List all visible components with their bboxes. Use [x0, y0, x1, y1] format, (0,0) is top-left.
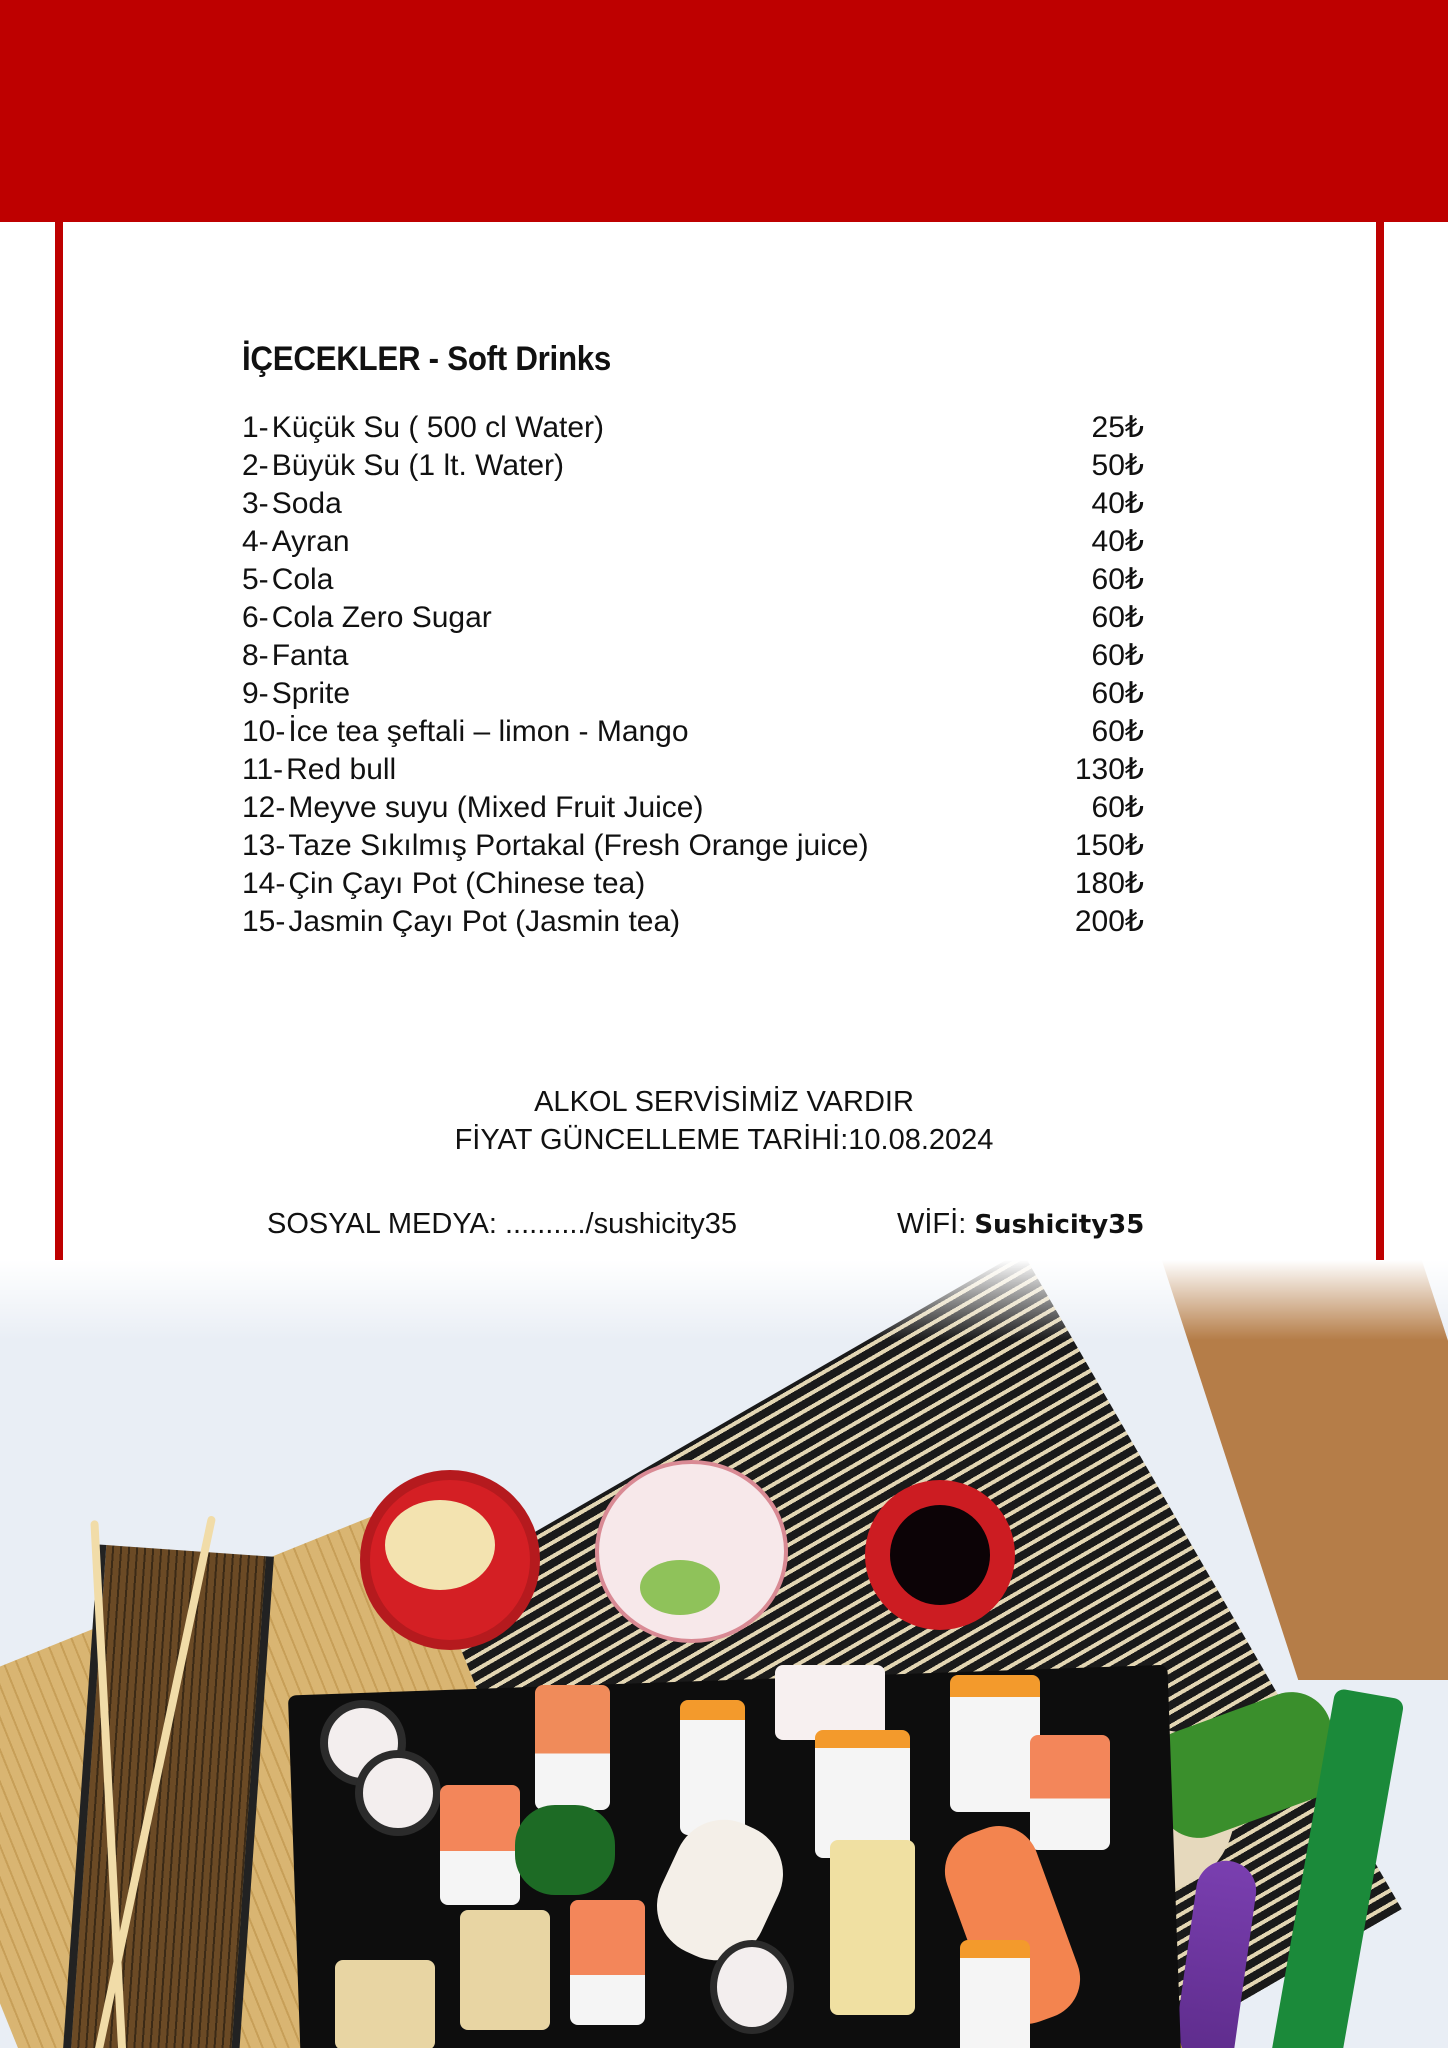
- item-number: 11-: [242, 753, 284, 786]
- menu-item: [242, 447, 1142, 485]
- item-number: 13-: [242, 829, 286, 862]
- menu-item: [242, 751, 1142, 789]
- menu-notes: [0, 1083, 1448, 1159]
- item-price: 60₺: [1091, 563, 1144, 596]
- menu-item: [242, 409, 1142, 447]
- tamago-nigiri: [830, 1840, 915, 2015]
- alcohol-notice: ALKOL SERVİSİMİZ VARDIR: [534, 1086, 914, 1118]
- item-name: Sprite: [271, 677, 351, 710]
- price-update-date: FİYAT GÜNCELLEME TARİHİ:10.08.2024: [454, 1124, 994, 1156]
- item-price: 60₺: [1091, 601, 1144, 634]
- menu-items-list: [242, 409, 1142, 941]
- menu-item: [242, 903, 1142, 941]
- tobiko-roll: [960, 1940, 1030, 2048]
- item-number: 9-: [242, 677, 269, 710]
- item-number: 3-: [242, 487, 269, 520]
- menu-item: [242, 713, 1142, 751]
- shrimp-nigiri: [775, 1665, 885, 1740]
- item-number: 5-: [242, 563, 269, 596]
- salmon-roll: [1030, 1735, 1110, 1850]
- item-number: 2-: [242, 449, 269, 482]
- item-name: İce tea şeftali – limon - Mango: [288, 715, 689, 748]
- photo-fade: [0, 1260, 1448, 1340]
- item-number: 8-: [242, 639, 269, 672]
- item-price: 150₺: [1074, 829, 1144, 862]
- header-red-band: [0, 0, 1448, 222]
- item-number: 6-: [242, 601, 269, 634]
- item-number: 15-: [242, 905, 286, 938]
- item-price: 200₺: [1074, 905, 1144, 938]
- item-name: Küçük Su ( 500 cl Water): [271, 411, 605, 444]
- item-price: 60₺: [1091, 677, 1144, 710]
- salmon-roll: [440, 1785, 520, 1905]
- item-price: 40₺: [1091, 525, 1144, 558]
- item-price: 40₺: [1091, 487, 1144, 520]
- menu-title: İÇECEKLER - Soft Drinks: [242, 340, 612, 378]
- menu-item: [242, 561, 1142, 599]
- item-number: 10-: [242, 715, 286, 748]
- wifi-label: WİFİ:: [897, 1208, 975, 1240]
- item-name: Taze Sıkılmış Portakal (Fresh Orange juice): [288, 829, 869, 862]
- social-media-handle: SOSYAL MEDYA: ........../sushicity35: [267, 1208, 738, 1240]
- item-price: 180₺: [1074, 867, 1144, 900]
- salmon-roll: [535, 1685, 610, 1810]
- soy-sauce: [890, 1505, 990, 1605]
- menu-item: [242, 637, 1142, 675]
- item-number: 4-: [242, 525, 269, 558]
- item-name: Çin Çayı Pot (Chinese tea): [288, 867, 646, 900]
- item-number: 12-: [242, 791, 286, 824]
- wasabi-bowl: [595, 1460, 788, 1643]
- tobiko-roll: [950, 1675, 1040, 1812]
- menu-item: [242, 599, 1142, 637]
- item-price: 60₺: [1091, 639, 1144, 672]
- item-name: Jasmin Çayı Pot (Jasmin tea): [288, 905, 681, 938]
- tobiko-roll: [815, 1730, 910, 1858]
- menu-item: [242, 675, 1142, 713]
- salmon-roll: [570, 1900, 645, 2025]
- item-name: Fanta: [271, 639, 349, 672]
- wifi-password: Sushicity35: [974, 1210, 1145, 1240]
- item-name: Cola: [271, 563, 334, 596]
- item-number: 14-: [242, 867, 286, 900]
- menu-item: [242, 865, 1142, 903]
- wifi-info: [897, 1208, 1144, 1241]
- menu-item: [242, 789, 1142, 827]
- item-price: 50₺: [1091, 449, 1144, 482]
- item-name: Cola Zero Sugar: [271, 601, 492, 634]
- sesame-roll: [460, 1910, 550, 2030]
- maki-roll: [355, 1750, 441, 1836]
- sesame-roll: [335, 1960, 435, 2048]
- item-price: 60₺: [1091, 791, 1144, 824]
- maki-roll: [710, 1940, 794, 2034]
- item-name: Soda: [271, 487, 342, 520]
- drinks-menu: [242, 340, 1142, 941]
- menu-item: [242, 827, 1142, 865]
- sushi-photo: [0, 1260, 1448, 2048]
- pickled-ginger: [385, 1500, 495, 1590]
- item-name: Meyve suyu (Mixed Fruit Juice): [288, 791, 704, 824]
- item-price: 25₺: [1091, 411, 1144, 444]
- menu-item: [242, 523, 1142, 561]
- item-price: 60₺: [1091, 715, 1144, 748]
- tobiko-roll: [680, 1700, 745, 1835]
- menu-item: [242, 485, 1142, 523]
- rolling-mat: [62, 1544, 274, 2048]
- seaweed-salad: [515, 1805, 615, 1895]
- item-number: 1-: [242, 411, 269, 444]
- wasabi: [640, 1560, 720, 1615]
- item-name: Büyük Su (1 lt. Water): [271, 449, 564, 482]
- item-price: 130₺: [1074, 753, 1144, 786]
- item-name: Ayran: [271, 525, 350, 558]
- right-red-bar: [1376, 222, 1384, 1437]
- item-name: Red bull: [286, 753, 397, 786]
